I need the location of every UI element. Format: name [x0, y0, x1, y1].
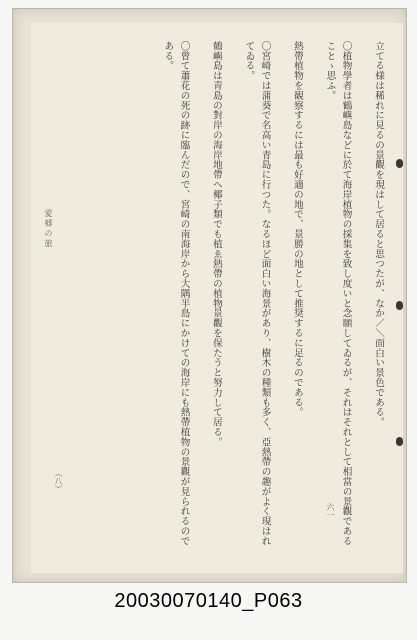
paragraph: 〇曾て蕭花の死の跡に臨んだので、宮崎の南海岸から大隅半島にかけての海岸にも熱帶植物の景觀が見られるのである。: [162, 41, 190, 546]
binding-hole-icon: [396, 437, 403, 446]
image-caption: 20030070140_P063: [114, 590, 303, 612]
body-text: [61, 41, 386, 551]
running-header: 愛郷の旅: [44, 209, 53, 249]
book-page: [31, 23, 403, 573]
page-number-left: （八）: [54, 469, 63, 493]
paragraph: 鶴嶼島は青島の對岸の海岸地帶へ椰子類でも植ゑ熱帶の植物景觀を保たうと努力して居る。: [210, 41, 222, 447]
paragraph: 〇植物學者は鶴嶼島などに於て海岸植物の採集を致し度いと念願してゐるが、それはそれとして相當の景觀であることゝ思ふ。: [324, 41, 352, 546]
page-number-right: 六一: [326, 503, 335, 519]
paragraph: 〇宮崎では蒲葵で名高い青島に行つた。なるほど面白い海景があり、樹木の種類も多く、亞熱帶の趣がよく現はれてゐる。: [243, 41, 271, 546]
scanned-page-frame: [12, 8, 407, 583]
binding-hole-icon: [396, 301, 403, 310]
paragraph: 熱帶植物を観察するには最も好適の地で、景勝の地として推奨するに足るのである。: [291, 41, 303, 418]
paragraph: 立てる様は稀れに見るの景觀を現はして居ると思つたが、なか／＼面白い景色である。: [373, 41, 384, 428]
binding-hole-icon: [396, 159, 403, 168]
